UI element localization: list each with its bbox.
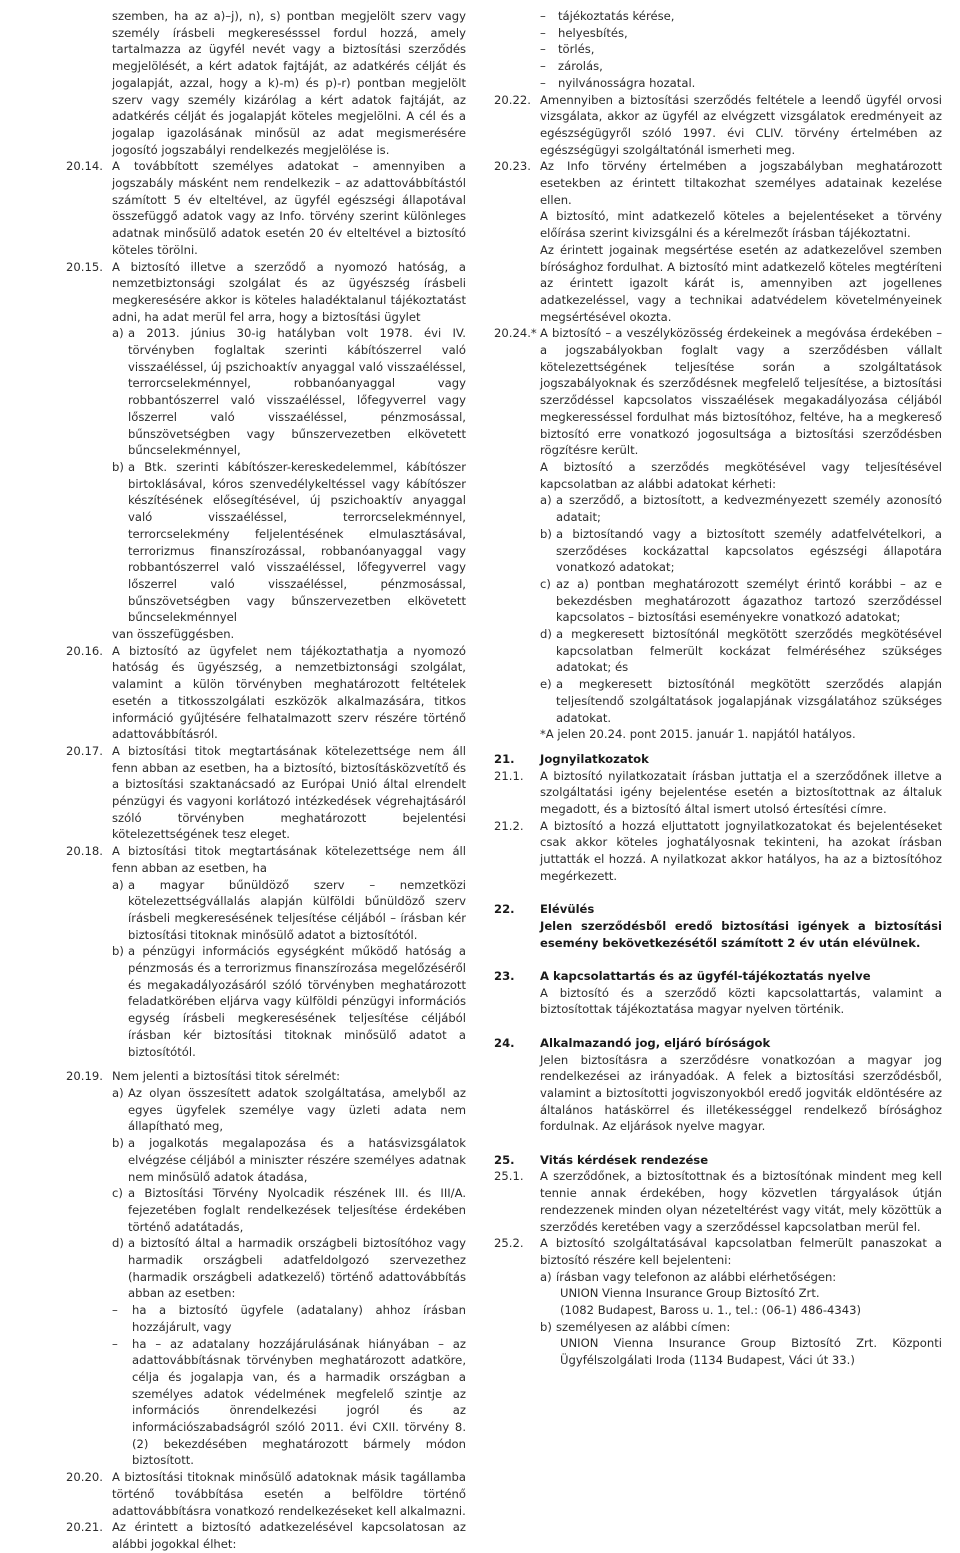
dash-text: tájékoztatás kérése, (558, 9, 675, 23)
clause-text: A biztosítási titoknak minősülő adatoknak másik tagállamba történő továbbítása esetén a belföldre történő adattovábbításra vonatkozó rendelkezéseket kell alkalmazni. (112, 1470, 466, 1518)
sub-label: a) (112, 877, 124, 892)
sub-label: b) (540, 1319, 552, 1334)
dash-marker: – (540, 9, 546, 23)
clause-text: A szerződőnek, a biztosítottnak és a biztosítónak mindent meg kell tennie annak érdekében, hogy közvetlen tárgyalások útján rendezzenek minden olyan nézeteltérést vagy vitát, mely közöttük a szerződés keretében vagy a szerződéssel kapcsolatban merül fel. (540, 1169, 942, 1234)
clause-paragraph: A biztosító, mint adatkezelő köteles a bejelentéseket a törvény előírása szerint kivizsgálni és a kérelmezőt írásban tájékoztatni. (540, 209, 942, 241)
sub-label: b) (112, 459, 124, 474)
right-column (494, 8, 942, 1369)
section-number: 23. (494, 969, 515, 984)
contact-line: UNION Vienna Insurance Group Biztosító Zrt. (560, 1286, 820, 1301)
clause-number: 20.23. (494, 159, 531, 174)
clause-20-15 (66, 259, 466, 326)
dash-marker: – (112, 1303, 118, 1318)
section-number: 21. (494, 751, 515, 766)
clause-number: 25.2. (494, 1236, 524, 1251)
clause-number: 25.1. (494, 1169, 524, 1184)
sub-label: a) (540, 493, 552, 508)
sub-text: a megkeresett biztosítónál megkötött szerződés alapján teljesítendő szolgáltatások jogalapjának vizsgálatához szükséges adatokat. (556, 677, 942, 725)
sub-label: b) (112, 1136, 124, 1151)
sub-item (66, 877, 466, 944)
clause-20-14 (66, 158, 466, 258)
dash-text: ha – az adatalany hozzájárulásának hiányában – az adattovábbításnak törvényben meghatározott adatköre, célja és jogalapja van, és a harmadik országban a személyes adatok védelmének megfelelő szintje az információs önrendelkezési jogról és az információszabadságról szóló 2011. évi CXII. törvény 8. (2) bekezdésében meghatározott bármely módon biztosított. (132, 1336, 466, 1468)
sub-item (66, 1085, 466, 1135)
sub-text: a pénzügyi információs egységként működő hatóság a pénzmosás és a terrorizmus finanszírozása megelőzéséről és megakadályozásáról szóló törvényben meghatározott feladatkörében eljárva vagy külföldi pénzügyi információs egység írásbeli megkeresésének teljesítése céljából írásban kér biztosítási titoknak minősülő adatot a biztosítótól. (128, 944, 466, 1059)
sub-label: b) (540, 526, 552, 541)
clause-text: Nem jelenti a biztosítási titok sérelmét: (112, 1069, 340, 1084)
clause-text: A biztosító a hozzá eljuttatott jognyilatkozatokat és bejelentéseket csak akkor köteles joghatályosnak tekinteni, ha azokat írásban juttatták el hozzá. A nyilatkozat akkor hatályos, ha az a biztosítóhoz megérkezett. (540, 818, 942, 883)
dash-marker: – (540, 59, 546, 74)
section-24-heading (494, 1035, 942, 1052)
intro-paragraph: szemben, ha az a)–j), n), s) pontban megjelölt szerv vagy személy írásbeli megkeresésssel fordul hozzá, amely tartalmazza az ügyfél nevét vagy a biztosítási szerződés megjelölését, a kért adatok fajtáját, az adatkérés célját és jogalapját, azzal, hogy a k)-m) és p)-r) pontban megjelölt szerv vagy személy kizárólag a kért adatok fajtáját, az adatkérés célját és jogalapját köteles megjelölni. A cél és a jogalap igazolásának minősül az adat megismerésére jogosító jogszabályi rendelkezés megjelölése is. (112, 9, 466, 157)
dash-marker: – (540, 25, 546, 40)
footnote: *A jelen 20.24. pont 2015. január 1. napjától hatályos. (540, 727, 856, 742)
clause-20-21 (66, 1519, 466, 1552)
clause-20-24 (494, 325, 942, 459)
dash-item (494, 41, 942, 58)
sub-item (494, 1319, 942, 1369)
section-title: Elévülés (540, 902, 595, 917)
clause-20-20 (66, 1469, 466, 1519)
dash-marker: – (540, 42, 546, 57)
sub-label: d) (112, 1236, 124, 1251)
section-21-heading (494, 751, 942, 768)
sub-text: a jogalkotás megalapozása és a hatásvizsgálatok elvégzése céljából a miniszter részére személyes adatnak nem minősülő adatok átadása, (128, 1136, 466, 1184)
sub-label: b) (112, 944, 124, 959)
contact-line: (1082 Budapest, Baross u. 1., tel.: (06-1) 486-4343) (560, 1303, 862, 1318)
sub-item (494, 676, 942, 726)
sub-text: a 2013. június 30-ig hatályban volt 1978. évi IV. törvényben foglaltak szerinti kábítószerrel való visszaéléssel, új pszichoaktív anyaggal való visszaéléssel, terrorcselekménnyel, robbanóanyaggal vagy robbantószerrel való visszaéléssel, lőfegyverrel vagy lőszerrel való visszaéléssel, pénzmosással, bűnszövetségben vagy bűnszervezetben elkövetett bűncselekménnyel, (128, 326, 466, 458)
clause-20-16 (66, 643, 466, 743)
sub-item (66, 1135, 466, 1185)
sub-item (66, 459, 466, 626)
dash-text: helyesbítés, (558, 25, 628, 40)
sub-text: Az olyan összesített adatok szolgáltatása, amelyből az egyes ügyfelek személye vagy üzleti adata nem állapítható meg, (128, 1086, 466, 1134)
section-title: A kapcsolattartás és az ügyfél-tájékoztatás nyelve (540, 969, 871, 984)
clause-text: A biztosítási titok megtartásának kötelezettsége nem áll fenn abban az esetben, ha a biztosító, biztosításközvetítő és a biztosítási szaktanácsadó az Európai Unió által elrendelt pénzügyi és vagyoni korlátozó intézkedések végrehajtásáról szóló törvényben meghatározott bejelentési kötelezettségének tesz eleget. (112, 743, 466, 842)
sub-label: c) (540, 576, 551, 591)
clause-21-1 (494, 768, 942, 818)
dash-item (66, 1336, 466, 1470)
left-column (66, 8, 466, 1553)
clause-number: 20.16. (66, 643, 103, 658)
clause-text: A biztosító az ügyfelet nem tájékoztathatja a nyomozó hatóság és ügyészség, a nemzetbiztonsági szolgálat, valamint a külön törvényben meghatározott feltételek esetén a titkosszolgálati eszközök alkalmazására, titkos információ gyűjtésére felhatalmazott szerv részére történő adattovábbításról. (112, 643, 466, 742)
dash-marker: – (112, 1336, 118, 1351)
clause-text: A biztosító nyilatkozatait írásban juttatja el a szerződőnek illetve a szolgáltatási igény bejelentése esetén a biztosítottnak az általuk megadott, és a biztosító által ismert utolsó értesítési címre. (540, 768, 942, 817)
sub-item (66, 943, 466, 1060)
dash-text: zárolás, (558, 59, 603, 74)
clause-tail: van összefüggésben. (112, 627, 235, 642)
dash-item (494, 75, 942, 92)
clause-text: Amennyiben a biztosítási szerződés feltétele a leendő ügyfél orvosi vizsgálata, akkor az ügyfél az elvégzett vizsgálatok eredményeit az egészségügyről szóló 1997. évi CLIV. törvény értelmében az egészségügyi szolgáltatónál ismerheti meg. (540, 92, 942, 157)
sub-text: személyesen az alábbi címen: (556, 1319, 731, 1334)
clause-text: A biztosítási titok megtartásának kötelezettsége nem áll fenn abban az esetben, ha (112, 844, 466, 875)
sub-item (494, 492, 942, 525)
clause-number: 21.2. (494, 818, 524, 833)
clause-text: A továbbított személyes adatokat – amennyiben a jogszabály másként nem rendelkezik – az adattovábbítástól számított 5 év elteltével, az ügyfél egészségi állapotával összefüggő adatok vagy az Info. törvény szerint különleges adatnak minősülő adatok esetén 20 év elteltével a biztosító köteles törölni. (112, 159, 466, 257)
clause-text: A biztosító illetve a szerződő a nyomozó hatóság, a nemzetbiztonsági szolgálat és az ügyészség írásbeli megkeresésére akkor is köteles haladéktalanul tájékoztatást adni, ha adat merül fel arra, hogy a biztosítási ügylet (112, 259, 466, 324)
clause-number: 20.24.* (494, 326, 537, 341)
section-number: 25. (494, 1152, 515, 1167)
clause-number: 20.19. (66, 1069, 103, 1084)
dash-item (494, 58, 942, 75)
dash-item (494, 8, 942, 25)
clause-20-17 (66, 743, 466, 843)
sub-label: c) (112, 1186, 123, 1201)
sub-item (66, 325, 466, 459)
clause-number: 20.14. (66, 159, 103, 174)
sub-text: a magyar bűnüldöző szerv – nemzetközi kötelezettségvállalás alapján külföldi bűnüldöző szerv írásbeli megkeresésének teljesítése céljából – írásban kér biztosítási titoknak minősülő adatot a biztosítótól. (128, 877, 466, 942)
clause-number: 20.18. (66, 844, 103, 859)
sub-text: a megkeresett biztosítónál megkötött szerződés megkötésével kapcsolatban felmerült kockázat felméréséhez szükséges adatokat; és (556, 627, 942, 675)
clause-20-19 (66, 1068, 466, 1085)
clause-number: 20.21. (66, 1520, 103, 1535)
dash-text: ha a biztosító ügyfele (adatalany) ahhoz írásban hozzájárult, vagy (132, 1303, 466, 1334)
sub-label: a) (112, 326, 124, 341)
sub-text: a biztosítandó vagy a biztosított személy adatfelvételkori, a szerződéses kockázattal kapcsolatos egészségi állapotára vonatkozó adatokat; (556, 526, 942, 575)
sub-text: az a) pontban meghatározott személyt érintő korábbi – az e bekezdésben meghatározott ágazathoz tartozó szerződéssel kapcsolatos – biztosítási eseményekre vonatkozó adatokat; (556, 576, 942, 625)
sub-text: a szerződő, a biztosított, a kedvezményezett személy azonosító adatait; (556, 493, 942, 525)
clause-number: 20.22. (494, 92, 531, 107)
section-number: 22. (494, 902, 515, 917)
section-title: Vitás kérdések rendezése (540, 1152, 709, 1167)
sub-label: d) (540, 627, 552, 642)
clause-20-22 (494, 92, 942, 159)
section-23-heading (494, 968, 942, 985)
clause-text: Az érintett a biztosító adatkezelésével kapcsolatosan az alábbi jogokkal élhet: (112, 1520, 466, 1551)
dash-text: nyilvánosságra hozatal. (558, 75, 696, 90)
clause-number: 20.15. (66, 259, 103, 274)
section-title: Alkalmazandó jog, eljáró bíróságok (540, 1035, 771, 1050)
sub-item (494, 626, 942, 676)
clause-25-2 (494, 1235, 942, 1268)
sub-item (494, 576, 942, 626)
section-text: Jelen szerződésből eredő biztosítási igények a biztosítási esemény bekövetkezésétől számított 2 év után elévülnek. (540, 918, 942, 950)
section-text: Jelen biztosításra a szerződésre vonatkozóan a magyar jog rendelkezései az irányadóak. A felek a biztosítási szerződésből, valamint a biztosítotti jogviszonyokból eredő jogviták eldöntésére az általános hatáskörrel és illetékességgel rendelkező bírósághoz fordulnak. Az eljárások nyelve magyar. (540, 1052, 942, 1134)
sub-item (66, 1185, 466, 1235)
clause-paragraph: A biztosító a szerződés megkötésével vagy teljesítésével kapcsolatban az alábbi adatokat kérheti: (540, 459, 942, 491)
clause-paragraph: Az érintett jogainak megsértése esetén az adatkezelővel szemben bírósághoz fordulhat. A biztosító mint adatkezelő köteles megtéríteni az érintett igazolt kárát is, amennyiben azt jogellenes adatkezeléssel, vagy a technikai adatvédelem követelményeinek megsértésével okozta. (540, 242, 942, 324)
sub-label: a) (112, 1086, 124, 1100)
clause-number: 21.1. (494, 768, 524, 783)
section-number: 24. (494, 1035, 515, 1050)
clause-21-2 (494, 818, 942, 885)
sub-label: e) (540, 677, 552, 692)
dash-item (494, 25, 942, 42)
clause-number: 20.20. (66, 1470, 103, 1485)
clause-20-18 (66, 843, 466, 876)
sub-text: a biztosító által a harmadik országbeli biztosítóhoz vagy harmadik országbeli adatfeldolgozó szervezethez (harmadik országbeli adatkezelő) történő adattovábbítás abban az esetben: (128, 1236, 466, 1301)
sub-item (66, 1235, 466, 1302)
clause-number: 20.17. (66, 743, 103, 758)
section-22-heading (494, 901, 942, 918)
sub-text: írásban vagy telefonon az alábbi elérhetőségen: (556, 1269, 837, 1284)
clause-20-23 (494, 158, 942, 208)
sub-text: a Biztosítási Törvény Nyolcadik részének III. és III/A. fejezetében foglalt rendelkezések teljesítése érdekében történő adatátadás, (128, 1186, 466, 1234)
section-25-heading (494, 1152, 942, 1169)
contact-line: UNION Vienna Insurance Group Biztosító Zrt. Központi Ügyfélszolgálati Iroda (1134 Budapest, Váci út 33.) (560, 1336, 942, 1368)
dash-marker: – (540, 75, 546, 90)
sub-item (494, 1269, 942, 1319)
clause-text: Az Info törvény értelmében a jogszabályban meghatározott esetekben az érintett tiltakozhat személyes adatainak kezelése ellen. (540, 159, 942, 207)
dash-item (66, 1302, 466, 1335)
dash-text: törlés, (558, 42, 595, 57)
sub-text: a Btk. szerinti kábítószer-kereskedelemmel, kábítószer birtoklásával, kóros szenvedélykeltéssel vagy kábítószer készítésének elősegítésével, új pszichoaktív anyaggal való visszaéléssel, terrorcselekménnyel, terrorcselekmény feljelentésének elmulasztásával, terrorizmus finanszírozással, robbanóanyaggal vagy robbantószerrel való visszaéléssel, lőfegyverrel vagy lőszerrel való visszaéléssel, pénzmosással, bűnszövetségben vagy bűnszervezetben elkövetett bűncselekménnyel (128, 459, 466, 625)
clause-text: A biztosító – a veszélyközösség érdekeinek a megóvása érdekében – a jogszabályokban foglalt vagy a szerződésben vállalt kötelezettségének teljesítése során a szolgáltatások jogszabályoknak és szerződésnek megfelelő teljesítése, a biztosítási szerződéssel kapcsolatos visszaélések megakadályozása céljából megkeresséssel fordulhat más biztosítóhoz, feltéve, ha a megkereső biztosító erre vonatkozó jogosultsága a biztosítási szerződésben rögzítésre került. (540, 326, 942, 458)
section-title: Jognyilatkozatok (540, 751, 649, 766)
clause-text: A biztosító szolgáltatásával kapcsolatban felmerült panaszokat a biztosító részére kell bejelenteni: (540, 1236, 942, 1267)
section-text: A biztosító és a szerződő közti kapcsolattartás, valamint a biztosítottak tájékoztatása magyar nyelven történik. (540, 985, 942, 1017)
clause-25-1 (494, 1168, 942, 1235)
sub-item (494, 526, 942, 576)
sub-label: a) (540, 1269, 552, 1284)
